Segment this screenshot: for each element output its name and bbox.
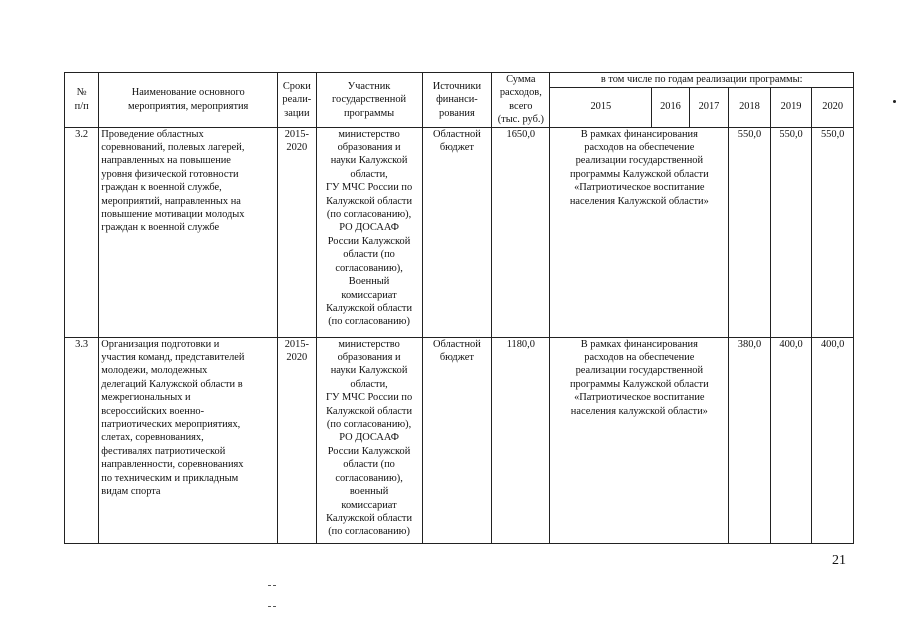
row-name: Проведение областных соревнований, полевых лагерей, направленных на повышение уровня физической готовности граждан к военной службе, мероприятий, направленных на повышение мотивации молодых граждан к военной службе: [99, 127, 278, 337]
header-year-2018: 2018: [729, 87, 771, 127]
row-y2018: 380,0: [729, 337, 771, 543]
page-number: 21: [832, 553, 846, 568]
header-years-group: в том числе по годам реализации программы:: [550, 73, 854, 88]
row-note: В рамках финансирования расходов на обеспечение реализации государственной программы Калужской области «Патриотическое воспитание населения калужской области»: [550, 337, 729, 543]
row-terms: 2015- 2020: [278, 337, 316, 543]
table-row: [65, 127, 854, 337]
header-year-2017: 2017: [689, 87, 729, 127]
row-y2019: 550,0: [770, 127, 812, 337]
row-name: Организация подготовки и участия команд, представителей молодежи, молодежных делегаций Калужской области в межрегиональных и всероссийских военно- патриотических мероприятиях, слетах, соревнованиях, фестивалях патриотической направленности, соревнованиях по техническим и прикладным видам спорта: [99, 337, 278, 543]
header-name: Наименование основного мероприятия, мероприятия: [99, 73, 278, 128]
header-terms: Сроки реали- зации: [278, 73, 316, 128]
header-year-2019: 2019: [770, 87, 812, 127]
row-sum: 1180,0: [492, 337, 550, 543]
table-row: [65, 337, 854, 543]
header-num: № п/п: [65, 73, 99, 128]
margin-dot: [893, 100, 896, 103]
row-terms: 2015- 2020: [278, 127, 316, 337]
header-row-1: [65, 73, 854, 88]
row-number: 3.3: [65, 337, 99, 543]
row-y2020: 400,0: [812, 337, 854, 543]
program-table: [64, 72, 854, 544]
header-year-2015: 2015: [550, 87, 652, 127]
row-sum: 1650,0: [492, 127, 550, 337]
row-source: Областной бюджет: [422, 337, 492, 543]
row-y2020: 550,0: [812, 127, 854, 337]
header-sources: Источники финанси- рования: [422, 73, 492, 128]
row-source: Областной бюджет: [422, 127, 492, 337]
header-sum: Сумма расходов, всего (тыс. руб.): [492, 73, 550, 128]
header-year-2020: 2020: [812, 87, 854, 127]
row-y2018: 550,0: [729, 127, 771, 337]
row-participant: министерство образования и науки Калужской области, ГУ МЧС России по Калужской области (по согласованию), РО ДОСААФ России Калужской области (по согласованию), Военный комиссариат Калужской области (по согласованию): [316, 127, 422, 337]
scan-mark: [268, 585, 276, 586]
header-year-2016: 2016: [652, 87, 689, 127]
scan-mark: [268, 606, 276, 607]
header-participant: Участник государственной программы: [316, 73, 422, 128]
row-number: 3.2: [65, 127, 99, 337]
row-note: В рамках финансирования расходов на обеспечение реализации государственной программы Калужской области «Патриотическое воспитание населения Калужской области»: [550, 127, 729, 337]
row-y2019: 400,0: [770, 337, 812, 543]
row-participant: министерство образования и науки Калужской области, ГУ МЧС России по Калужской области (по согласованию), РО ДОСААФ России Калужской области (по согласованию), военный комиссариат Калужской области (по согласованию): [316, 337, 422, 543]
